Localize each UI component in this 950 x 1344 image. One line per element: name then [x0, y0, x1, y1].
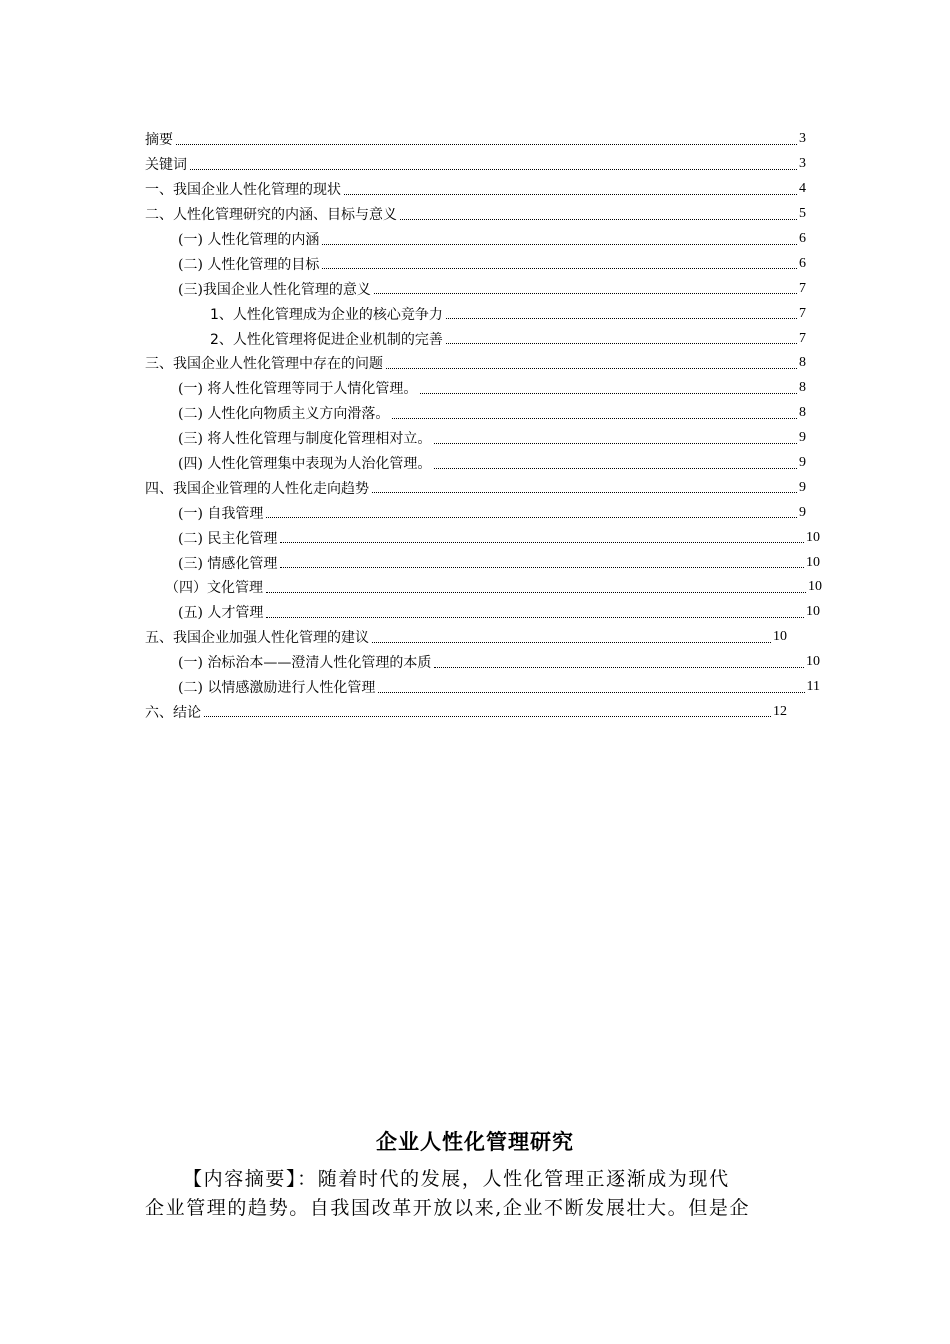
toc-entry-label: (一) 人性化管理的内涵: [178, 229, 320, 249]
toc-entry[interactable]: [145, 650, 820, 675]
toc-entry-label: 六、结论: [145, 702, 202, 722]
toc-entry-page: 4: [799, 181, 806, 197]
toc-entry[interactable]: [145, 401, 806, 426]
toc-leader-dots: [266, 578, 806, 593]
toc-entry-label: (五) 人才管理: [178, 602, 264, 622]
toc-entry-label: 摘要: [145, 129, 174, 149]
toc-entry-page: 8: [799, 405, 806, 421]
toc-leader-dots: [434, 653, 804, 668]
toc-entry-page: 10: [773, 629, 787, 645]
toc-entry-label: 二、人性化管理研究的内涵、目标与意义: [145, 204, 398, 224]
toc-leader-dots: [400, 205, 797, 220]
toc-entry[interactable]: [145, 351, 806, 376]
toc-entry-page: 11: [806, 679, 820, 695]
toc-leader-dots: [176, 130, 797, 145]
toc-entry-page: 9: [799, 504, 806, 520]
toc-entry[interactable]: [145, 426, 806, 451]
toc-entry-page: 9: [799, 455, 806, 471]
toc-leader-dots: [434, 454, 797, 469]
toc-entry-label: 五、我国企业加强人性化管理的建议: [145, 627, 370, 647]
toc-entry-page: 3: [799, 131, 806, 147]
toc-leader-dots: [372, 478, 797, 493]
toc-entry-label: (三)我国企业人性化管理的意义: [178, 279, 372, 299]
toc-entry[interactable]: [145, 625, 787, 650]
toc-entry-page: 5: [799, 206, 806, 222]
toc-entry-label: (一) 将人性化管理等同于人情化管理。: [178, 378, 418, 398]
toc-entry[interactable]: [145, 376, 806, 401]
toc-entry-label: （四）文化管理: [165, 577, 264, 597]
toc-entry-page: 7: [799, 305, 806, 321]
toc-leader-dots: [446, 304, 797, 319]
toc-entry-page: 8: [799, 355, 806, 371]
toc-leader-dots: [392, 404, 797, 419]
toc-entry[interactable]: [145, 227, 806, 252]
toc-entry-page: 6: [799, 255, 806, 271]
toc-entry-label: (二) 以情感激励进行人性化管理: [178, 677, 376, 697]
toc-leader-dots: [378, 678, 804, 693]
toc-entry[interactable]: [145, 675, 820, 700]
toc-leader-dots: [344, 180, 797, 195]
toc-entry[interactable]: [145, 575, 822, 600]
toc-entry-label: 关键词: [145, 154, 188, 174]
toc-leader-dots: [420, 379, 797, 394]
toc-entry-page: 10: [806, 554, 820, 570]
toc-entry[interactable]: [145, 525, 820, 550]
toc-entry-page: 9: [799, 430, 806, 446]
toc-leader-dots: [190, 155, 797, 170]
toc-leader-dots: [280, 553, 804, 568]
toc-entry-page: 10: [808, 579, 822, 595]
toc-entry-label: (二) 人性化向物质主义方向滑落。: [178, 403, 390, 423]
toc-entry-label: 一、我国企业人性化管理的现状: [145, 179, 342, 199]
toc-entry-label: (三) 将人性化管理与制度化管理相对立。: [178, 428, 432, 448]
toc-entry[interactable]: [145, 326, 806, 351]
toc-entry-page: 10: [806, 529, 820, 545]
toc-entry-label: 四、我国企业管理的人性化走向趋势: [145, 478, 370, 498]
toc-entry[interactable]: [145, 500, 806, 525]
toc-leader-dots: [372, 628, 771, 643]
table-of-contents: [145, 127, 822, 724]
toc-entry[interactable]: [145, 550, 820, 575]
toc-entry-label: (三) 情感化管理: [178, 553, 278, 573]
abstract-line: 【内容摘要】：随着时代的发展，人性化管理正逐渐成为现代: [183, 1168, 730, 1190]
toc-entry-page: 7: [799, 330, 806, 346]
toc-leader-dots: [434, 429, 797, 444]
toc-leader-dots: [266, 603, 804, 618]
toc-entry[interactable]: [145, 475, 806, 500]
abstract-paragraph: [145, 1165, 805, 1223]
toc-entry[interactable]: [145, 127, 806, 152]
toc-entry[interactable]: [145, 202, 806, 227]
toc-entry-page: 12: [773, 703, 787, 719]
toc-entry-label: (二) 人性化管理的目标: [178, 254, 320, 274]
toc-entry[interactable]: [145, 177, 806, 202]
toc-entry-page: 6: [799, 231, 806, 246]
toc-entry-page: 9: [799, 479, 806, 495]
toc-entry-label: (四) 人性化管理集中表现为人治化管理。: [178, 453, 432, 473]
toc-entry-page: 3: [799, 156, 806, 172]
toc-entry-label: 三、我国企业人性化管理中存在的问题: [145, 353, 384, 373]
toc-entry-label: (二) 民主化管理: [178, 528, 278, 548]
document-title: 企业人性化管理研究: [376, 1130, 574, 1154]
toc-leader-dots: [446, 329, 797, 344]
toc-entry-label: (一) 自我管理: [178, 503, 264, 523]
toc-entry-page: 10: [806, 604, 820, 620]
toc-entry[interactable]: [145, 276, 806, 301]
toc-entry[interactable]: [145, 600, 820, 625]
toc-entry[interactable]: [145, 251, 806, 276]
toc-leader-dots: [204, 702, 771, 717]
toc-entry-label: (一) 治标治本——澄清人性化管理的本质: [178, 652, 432, 672]
toc-entry-label: 2、人性化管理将促进企业机制的完善: [210, 329, 444, 349]
toc-leader-dots: [322, 254, 797, 269]
abstract-line: 企业管理的趋势。自我国改革开放以来,企业不断发展壮大。但是企: [145, 1197, 751, 1219]
toc-entry-label: 1、人性化管理成为企业的核心竞争力: [210, 304, 444, 324]
toc-entry[interactable]: [145, 152, 806, 177]
toc-leader-dots: [386, 354, 797, 369]
toc-entry-page: 10: [806, 654, 820, 670]
toc-leader-dots: [322, 230, 797, 245]
toc-leader-dots: [266, 503, 797, 518]
toc-entry[interactable]: [145, 451, 806, 476]
toc-leader-dots: [374, 279, 797, 294]
toc-entry[interactable]: [145, 699, 787, 724]
toc-entry[interactable]: [145, 301, 806, 326]
toc-leader-dots: [280, 528, 804, 543]
toc-entry-page: 8: [799, 380, 806, 396]
toc-entry-page: 7: [799, 280, 806, 296]
